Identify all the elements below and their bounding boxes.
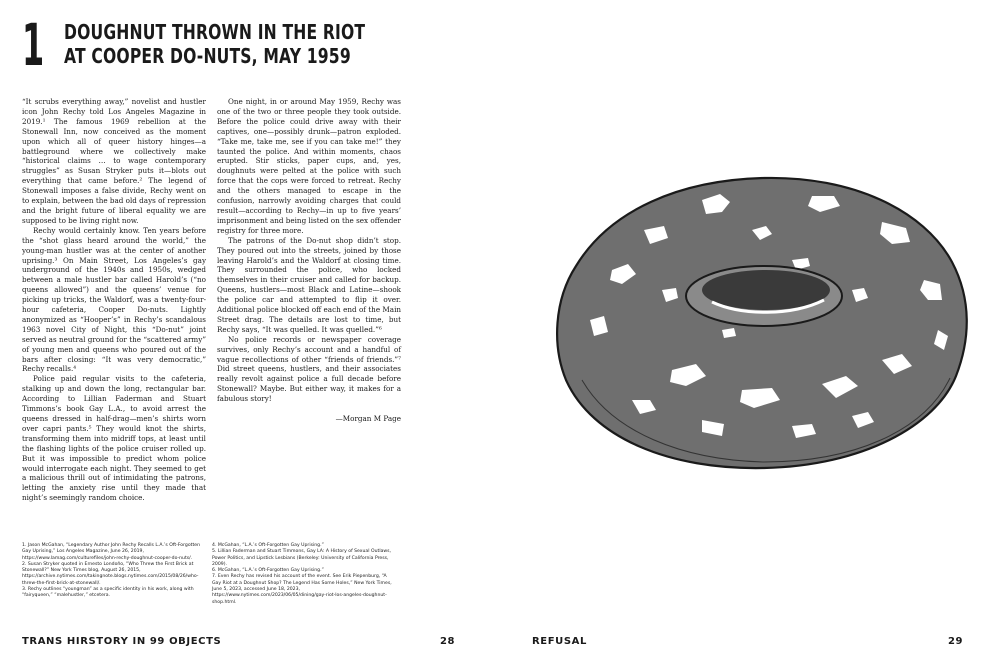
paragraph: No police records or newspaper coverage survives, only Rechy’s account and a handful of vague recollections of other “friends of friends.”⁷ Did street queens, hustlers, and their associates really revolt against police a full decade before Stonewall? Maybe. But either way, it makes for a fabulous story!	[217, 334, 401, 404]
title-line-2: AT COOPER DO-NUTS, MAY 1959	[64, 44, 351, 68]
author-signature: —Morgan M Page	[335, 414, 401, 424]
endnote: 5. Lillian Faderman and Stuart Timmons, Gay LA: A History of Sexual Outlaws, Power Politics, and Lipstick Lesbians (Berkeley: University of California Press, 2009).	[212, 549, 392, 567]
page-number-left: 28	[440, 636, 456, 647]
entry-title	[64, 20, 365, 68]
text-column-right	[217, 97, 401, 424]
paragraph: Police paid regular visits to the cafeteria, stalking up and down the long, rectangular bar. According to Lillian Faderman and Stuart Timmons’s book Gay L.A., to avoid arrest the queens dressed in half-drag—men’s shirts worn over capri pants.⁵ They would knot the shirts, transforming them into midriff tops, at least until the flashing lights of the police cruiser rolled up. But it was impossible to predict whom police would interrogate each night. They seemed to get a malicious thrill out of intimidating the patrons, letting the anxiety rise until they made that night’s seemingly random choice.	[22, 374, 206, 503]
running-title-left: TRANS HIRSTORY IN 99 OBJECTS	[22, 636, 222, 647]
endnotes-left	[22, 543, 206, 600]
doughnut-illustration	[552, 170, 976, 475]
endnote: 1. Jason McGahan, “Legendary Author John Rechy Recalls L.A.’s Oft-Forgotten Gay Uprising,” Los Angeles Magazine, June 26, 2019, https://www.lamag.com/culturefiles/john-rechy-doughnut-cooper-do-nuts/.	[22, 543, 200, 561]
endnote: 3. Rechy outlines “youngman” as a specific identity in his work, along with “fairyqueen,” “malehustler,” etcetera.	[22, 587, 194, 599]
title-line-1: DOUGHNUT THROWN IN THE RIOT	[64, 20, 366, 44]
endnote: 6. McGahan, “L.A.’s Oft-Forgotten Gay Uprising.”	[212, 568, 324, 574]
text-column-left	[22, 97, 206, 503]
running-title-right: REFUSAL	[532, 636, 587, 647]
endnote: 4. McGahan, “L.A.’s Oft-Forgotten Gay Uprising.”	[212, 543, 324, 548]
page-number-right: 29	[948, 636, 964, 647]
entry-number: 1	[22, 11, 45, 79]
paragraph: “It scrubs everything away,” novelist and hustler icon John Rechy told Los Angeles Magazine in 2019.¹ The famous 1969 rebellion at the Stonewall Inn, now conceived as the moment upon which all of queer history hinges—a battleground where we collectively make “historical claims … to wage contemporary struggles” as Susan Stryker puts it—blots out everything that came before.² The legend of Stonewall imposes a false divide, Rechy went on to explain, between the bad old days of repression and the bright future of liberal equality we are supposed to be living right now.	[22, 97, 206, 225]
paragraph: The patrons of the Do-nut shop didn’t stop. They poured out into the streets, joined by those leaving Harold’s and the Waldorf at closing time. They surrounded the police, who locked themselves in their cruiser and called for backup. Queens, hustlers—most Black and Latine—shook the police car and attempted to flip it over. Additional police blocked off each end of the Main Street drag. The details are lost to time, but Rechy says, “It was quelled. It was quelled.”⁶	[217, 235, 401, 334]
endnote: 2. Susan Stryker quoted in Ernesto Londoño, “Who Threw the First Brick at Stonewall?” New York Times blog, August 26, 2015, https://archive.nytimes.com/takingnote.blogs.nytimes.com/2015/08/26/who-threw-the-first-brick-at-stonewall/.	[22, 561, 199, 586]
endnotes-right	[212, 543, 396, 606]
paragraph: One night, in or around May 1959, Rechy was one of the two or three people they took outside. Before the police could drive away with their captives, one—possibly drunk—patron exploded. “Take me, take me, see if you can take me!” they taunted the police. And within moments, chaos erupted. Stir sticks, paper cups, and, yes, doughnuts were pelted at the police with such force that the cops were forced to retreat. Rechy and the others managed to escape in the confusion, narrowly avoiding charges that could result—according to Rechy—in up to five years’ imprisonment and being listed on the sex offender registry for three more.	[217, 97, 401, 235]
endnote: 7. Even Rechy has revised his account of the event. See Erik Piepenburg, “A Gay Riot at a Doughnut Shop? The Legend Has Some Holes,” New York Times, June 5, 2023, accessed June 18, 2023, https://www.nytimes.com/2023/06/05/dining/gay-riot-los-angeles-doughnut-shop.html.	[212, 574, 392, 605]
paragraph: Rechy would certainly know. Ten years before the “shot glass heard around the world,” the young-man hustler was at the center of another uprising.³ On Main Street, Los Angeles’s gay underground of the 1940s and 1950s, wedged between a male hustler bar called Harold’s (“no queens allowed”) and the queens’ venue for picking up tricks, the Waldorf, was a twenty-four-hour cafeteria, Cooper Do-nuts. Lightly anonymized as “Hooper’s” in Rechy’s scandalous 1963 novel City of Night, this “Do-nut” joint served as neutral ground for the “scattered army” of young men and queens who poured out of the bars after closing: “It was very democratic,” Rechy recalls.⁴	[22, 225, 206, 374]
